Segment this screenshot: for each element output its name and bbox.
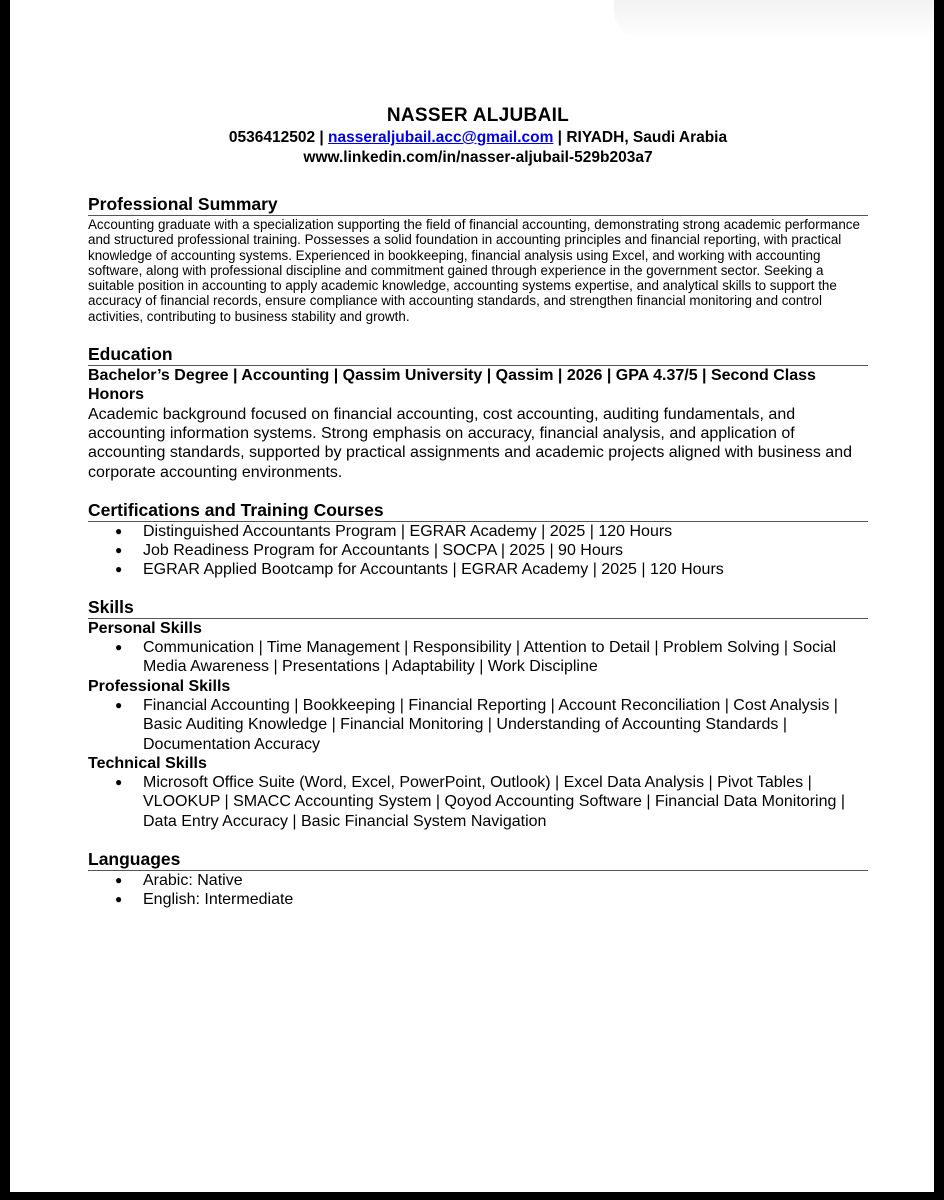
list-item [115, 890, 868, 909]
personal-skills-list [88, 638, 868, 677]
bullet-icon: ● [115, 640, 123, 655]
languages-section [88, 849, 868, 910]
professional-skills-text: Financial Accounting | Bookkeeping | Financial Reporting | Account Reconciliation | Cost Analysis | Basic Auditing Knowledge | Financial Monitoring | Understanding of Accounting Standards | Documentation Accuracy [143, 696, 838, 753]
bullet-icon: ● [115, 697, 123, 712]
location-text: RIYADH, Saudi Arabia [566, 129, 728, 146]
list-item [115, 522, 868, 541]
certifications-title: Certifications and Training Courses [88, 500, 868, 522]
language-text: Arabic: Native [143, 872, 243, 890]
linkedin-url: www.linkedin.com/in/nasser-aljubail-529b203a7 [303, 149, 653, 166]
summary-text: Accounting graduate with a specialization supporting the field of financial accounting, demonstrating strong academic performance and structured professional training. Possesses a solid foundation in accounting principles and financial reporting, with practical knowledge of accounting systems. Experienced in bookkeeping, financial analysis using Excel, and working with accounting software, along with professional discipline and commitment gained through experience in the government sector. Seeking a suitable position in accounting to apply academic knowledge, accounting systems expertise, and analytical skills to support the accuracy of financial records, ensure compliance with accounting standards, and strengthen financial monitoring and control activities, contributing to business stability and growth. [88, 217, 860, 324]
list-item [115, 871, 868, 890]
resume-page [10, 0, 934, 1192]
education-section [88, 344, 868, 482]
skills-section [88, 597, 868, 831]
candidate-name: NASSER ALJUBAIL [386, 105, 570, 126]
education-title: Education [88, 344, 868, 366]
bullet-icon: ● [115, 892, 123, 907]
summary-section [88, 194, 868, 324]
personal-skills-text: Communication | Time Management | Responsibility | Attention to Detail | Problem Solving | Social Media Awareness | Presentations | Adaptability | Work Discipline [143, 639, 837, 676]
summary-title: Professional Summary [88, 194, 868, 216]
personal-skills-title: Personal Skills [88, 619, 202, 637]
list-item [115, 638, 868, 677]
professional-skills-list [88, 696, 868, 754]
language-text: English: Intermediate [143, 891, 294, 909]
languages-list [88, 871, 868, 910]
certification-text: Distinguished Accountants Program | EGRAR Academy | 2025 | 120 Hours [143, 522, 673, 540]
list-item [115, 560, 868, 579]
contact-separator: | [315, 129, 329, 146]
degree-line: Bachelor’s Degree | Accounting | Qassim University | Qassim | 2026 | GPA 4.37/5 | Second Class Honors [88, 367, 816, 404]
skills-title: Skills [88, 597, 868, 619]
page-corner-shadow [614, 0, 934, 40]
bullet-icon: ● [115, 523, 123, 538]
contact-separator: | [553, 129, 567, 146]
certification-text: Job Readiness Program for Accountants | SOCPA | 2025 | 90 Hours [143, 542, 623, 560]
technical-skills-list [88, 773, 868, 831]
list-item [115, 696, 868, 754]
email-link[interactable]: nasseraljubail.acc@gmail.com [328, 129, 554, 146]
technical-skills-title: Technical Skills [88, 754, 207, 772]
bullet-icon: ● [115, 562, 123, 577]
bullet-icon: ● [115, 775, 123, 790]
list-item [115, 541, 868, 560]
contact-line [88, 128, 868, 148]
certifications-list [88, 522, 868, 580]
technical-skills-text: Microsoft Office Suite (Word, Excel, PowerPoint, Outlook) | Excel Data Analysis | Pivot Tables | VLOOKUP | SMACC Accounting System | Qoyod Accounting Software | Financial Data Monitoring | Data Entry Accuracy | Basic Financial System Navigation [143, 774, 845, 830]
professional-skills-title: Professional Skills [88, 677, 231, 695]
bullet-icon: ● [115, 873, 123, 888]
education-description: Academic background focused on financial accounting, cost accounting, auditing fundamentals, and accounting information systems. Strong emphasis on accuracy, financial analysis, and application of accounting standards, supported by practical assignments and academic projects aligned with business and corporate accounting environments. [88, 405, 852, 481]
certifications-section [88, 500, 868, 580]
phone-number: 0536412502 [228, 129, 316, 146]
resume-content [88, 104, 868, 910]
languages-title: Languages [88, 849, 868, 871]
bullet-icon: ● [115, 543, 123, 558]
list-item [115, 773, 868, 831]
certification-text: EGRAR Applied Bootcamp for Accountants | EGRAR Academy | 2025 | 120 Hours [143, 561, 724, 579]
